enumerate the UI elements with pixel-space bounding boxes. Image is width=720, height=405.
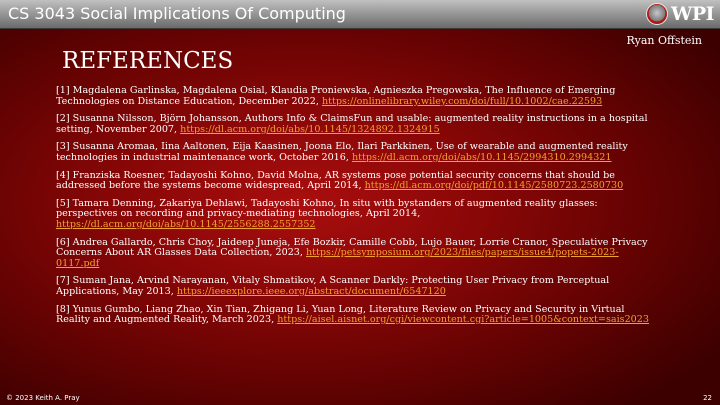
reference-link[interactable]: https://aisel.aisnet.org/cgi/viewcontent.cgi?article=1005&context=sais2023 (277, 314, 649, 326)
page-title: REFERENCES (62, 48, 234, 74)
reference-link[interactable]: https://petsymposium.org/2023/files/papers/issue4/popets-2023-0117.pdf (56, 247, 619, 269)
reference-item (56, 142, 656, 163)
author-name: Ryan Offstein (626, 34, 702, 47)
reference-link[interactable]: https://dl.acm.org/doi/abs/10.1145/2994310.2994321 (351, 151, 612, 163)
wpi-seal-icon (646, 3, 668, 25)
reference-item (56, 238, 656, 270)
footer-copyright: © 2023 Keith A. Pray (6, 394, 80, 402)
reference-link[interactable]: https://ieeexplore.ieee.org/abstract/document/6547120 (176, 285, 446, 297)
title-bar (0, 0, 720, 29)
reference-link[interactable]: https://dl.acm.org/doi/pdf/10.1145/2580723.2580730 (364, 180, 624, 192)
reference-item (56, 305, 656, 326)
reference-text: [4] Franziska Roesner, Tadayoshi Kohno, David Molna, AR systems pose potential security concerns that should be addressed before the systems become widespread, April 2014, (56, 169, 615, 192)
reference-item (56, 199, 656, 231)
reference-text: [8] Yunus Gumbo, Liang Zhao, Xin Tian, Zhigang Li, Yuan Long, Literature Review on Privacy and Security in Virtual Reality and Augmented Reality, March 2023, (56, 303, 625, 326)
reference-item (56, 86, 656, 107)
reference-link[interactable]: https://dl.acm.org/doi/abs/10.1145/1324892.1324915 (180, 123, 440, 135)
reference-text: [5] Tamara Denning, Zakariya Dehlawi, Tadayoshi Kohno, In situ with bystanders of augmented reality glasses: perspectives on recording and privacy-mediating technologies, April 2014, (56, 197, 598, 220)
page-number: 22 (703, 394, 712, 402)
reference-item (56, 276, 656, 297)
course-title: CS 3043 Social Implications Of Computing (8, 4, 346, 23)
reference-link[interactable]: https://dl.acm.org/doi/abs/10.1145/2556288.2557352 (56, 218, 316, 230)
reference-text: [1] Magdalena Garlinska, Magdalena Osial, Klaudia Proniewska, Agnieszka Pregowska, The Influence of Emerging Technologies on Distance Education, December 2022, (56, 85, 616, 107)
reference-text: [6] Andrea Gallardo, Chris Choy, Jaideep Juneja, Efe Bozkir, Camille Cobb, Lujo Bauer, Lorrie Cranor, Speculative Privacy Concerns About AR Glasses Data Collection, 2023, (56, 236, 648, 259)
reference-text: [3] Susanna Aromaa, Iina Aaltonen, Eija Kaasinen, Joona Elo, Ilari Parkkinen, Use of wearable and augmented reality technologies in industrial maintenance work, October 2016, (56, 141, 628, 163)
reference-text: [2] Susanna Nilsson, Björn Johansson, Authors Info & ClaimsFun and usable: augmented reality instructions in a hospital setting, November 2007, (56, 113, 648, 135)
reference-text: [7] Suman Jana, Arvind Narayanan, Vitaly Shmatikov, A Scanner Darkly: Protecting User Privacy from Perceptual Applications, May 2013, (56, 275, 610, 297)
reference-list (56, 86, 656, 333)
reference-item (56, 171, 656, 192)
wpi-logo (646, 2, 714, 26)
wpi-logo-text: WPI (670, 3, 714, 25)
reference-item (56, 114, 656, 135)
reference-link[interactable]: https://onlinelibrary.wiley.com/doi/full/10.1002/cae.22593 (321, 95, 603, 107)
